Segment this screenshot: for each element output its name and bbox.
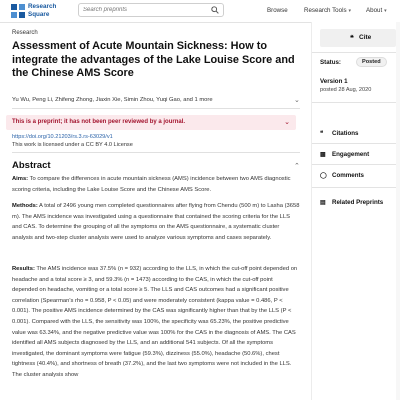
chevron-up-icon[interactable]: ⌃ — [294, 163, 300, 170]
sidebar-item-engagement[interactable] — [320, 151, 369, 158]
comment-icon: ◯ — [320, 173, 327, 179]
sidebar-item-citations[interactable] — [320, 130, 358, 137]
divider — [12, 108, 300, 109]
sidebar-divider — [312, 187, 400, 188]
nav-about-label: About — [366, 7, 383, 14]
scrollbar[interactable] — [396, 22, 400, 400]
sidebar-divider — [312, 143, 400, 144]
cite-button[interactable] — [320, 29, 396, 47]
status-badge: Posted — [356, 57, 387, 67]
sidebar-divider — [312, 164, 400, 165]
logo-line-2: Square — [28, 10, 50, 18]
author-list[interactable]: Yu Wu, Peng Li, Zhifeng Zhong, Jiaxin Xie, Simin Zhou, Yuqi Gao, and 1 more — [12, 97, 213, 103]
preprint-notice[interactable] — [6, 115, 296, 130]
search-box — [78, 3, 224, 17]
top-header — [0, 0, 400, 23]
status-label: Status: — [320, 59, 341, 66]
document-icon: ▤ — [320, 200, 326, 206]
posted-date: posted 28 Aug, 2020 — [320, 87, 372, 93]
nav-browse-label: Browse — [267, 7, 288, 14]
nav-research-tools-label: Research Tools — [304, 7, 347, 14]
results-text: The AMS incidence was 37.5% (n = 932) according to the LLS, in which the cut-off point depended on headache and a total score ≥ 3, and 59.3% (n = 1473) according to the CAS, in which the cut-off point depended on headache, vomiting or a total score ≥ 5. The LLS and CAS outcomes had a significant positive correlation (Spearman's rho = 0.958, P < 0.05) and were moderately consistent (kappa value = 0.486, P < 0.001). The positive AMS incidence determined by the CAS was significantly higher than that by the LLS (P < 0.001). Compared with the LLS, the sensitivity was 100%, the specificity was 65.23%, the positive predictive value was 63.34%, and the negative predictive value was 100% for the CAS in the diagnosis of AMS. The CAS identified all AMS subjects diagnosed by the LLS, and an additional 541 subjects. Of all the symptoms investigated, the dominant symptoms were fatigue (59.3%), dizziness (55.0%), headache (50.6%), chest tightness (40.4%), and shortness of breath (37.2%), and the last two symptoms were not included in the LLS. The cluster analysis show — [12, 266, 298, 378]
sidebar-item-label: Citations — [332, 130, 359, 137]
chevron-down-icon: ⌄ — [284, 119, 290, 126]
abstract-methods — [12, 201, 300, 243]
sidebar-item-label: Related Preprints — [332, 199, 384, 206]
sidebar-divider — [312, 52, 400, 53]
cite-label: Cite — [359, 34, 372, 41]
aims-label: Aims: — [12, 176, 29, 182]
sidebar-item-label: Comments — [332, 172, 364, 179]
chevron-down-icon[interactable]: ⌄ — [294, 97, 300, 104]
sidebar-item-comments[interactable] — [320, 172, 364, 179]
nav-about[interactable] — [366, 7, 387, 14]
logo-text — [28, 3, 56, 18]
abstract-heading[interactable]: Abstract — [12, 160, 51, 171]
bar-chart-icon: ▩ — [320, 152, 326, 158]
section-label: Research — [12, 30, 38, 36]
license-text: This work is licensed under a CC BY 4.0 License — [12, 142, 133, 148]
preprint-notice-text: This is a preprint; it has not been peer reviewed by a journal. — [12, 119, 186, 125]
aims-text: To compare the differences in acute mountain sickness (AMS) incidence between two AMS diagnostic scoring criteria, including the Lake Louise Score and the Chinese AMS Score. — [12, 176, 291, 193]
sidebar-item-related-preprints[interactable] — [320, 199, 383, 206]
article-title: Assessment of Acute Mountain Sickness: How to integrate the advantages of the Lake Louise Score and the Chinese AMS Score — [12, 40, 295, 79]
nav-research-tools[interactable] — [304, 7, 351, 14]
search-input[interactable] — [83, 4, 203, 16]
sidebar-item-label: Engagement — [332, 151, 370, 158]
divider — [12, 152, 300, 153]
chevron-down-icon: ▾ — [348, 8, 352, 14]
search-icon[interactable] — [211, 6, 219, 14]
doi-link[interactable]: https://doi.org/10.21203/rs.3.rs-63029/v1 — [12, 134, 113, 140]
methods-text: A total of 2496 young men completed questionnaires after flying from Chendu (500 m) to Lasha (3658 m). The AMS incidence was investigated using a questionnaire that contained the scoring criteria for the LLS and CAS. To determine the grouping of all the symptoms on the AMS questionnaire, a systematic cluster analysis and two-step cluster analysis were used to analyze various symptoms and cases separately. — [12, 203, 300, 241]
methods-label: Methods: — [12, 203, 38, 209]
version-label: Version 1 — [320, 78, 348, 85]
abstract-results — [12, 264, 300, 381]
chevron-down-icon: ▾ — [384, 8, 387, 14]
logo-mark-icon — [11, 4, 25, 18]
right-sidebar — [311, 22, 400, 400]
results-label: Results: — [12, 266, 35, 272]
nav-browse[interactable] — [267, 7, 288, 14]
quote-icon: ❝ — [350, 35, 354, 42]
logo-line-1: Research — [28, 3, 57, 10]
sidebar-divider — [312, 102, 400, 103]
quote-icon: ❝ — [320, 131, 324, 137]
research-square-logo[interactable] — [11, 3, 71, 19]
abstract-aims — [12, 174, 300, 195]
